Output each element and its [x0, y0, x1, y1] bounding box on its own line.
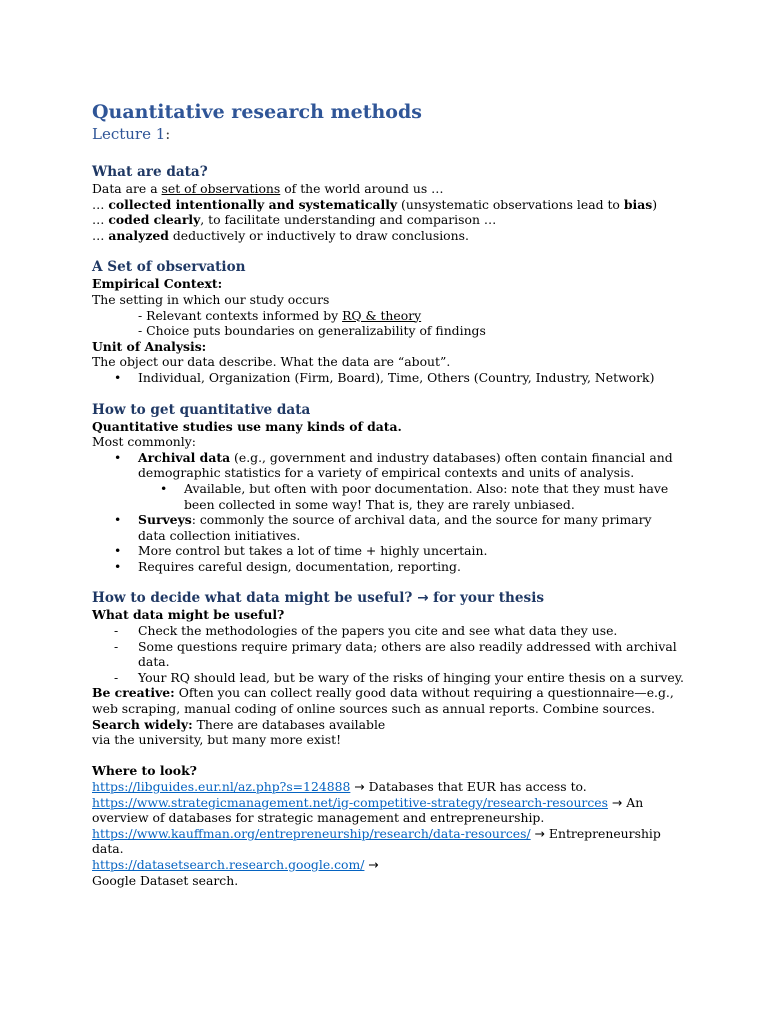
- bullet-icon: •: [160, 480, 168, 496]
- arrow-right-icon: →: [368, 856, 379, 872]
- dash-marker: -: [114, 623, 119, 639]
- unit-of-analysis-label: Unit of Analysis:: [92, 338, 207, 354]
- empirical-context-label: Empirical Context:: [92, 276, 223, 292]
- arrow-right-icon: →: [534, 825, 545, 841]
- coded-line: … coded clearly, to facilitate understanding and comparison …: [92, 212, 497, 228]
- resource-eur-libguides: https://libguides.eur.nl/az.php?s=124888 → Databases that EUR has access to.: [92, 779, 587, 794]
- list-item-rq-lead: - Your RQ should lead, but be wary of the risks of hinging your entire thesis on a survey.: [114, 669, 684, 685]
- heading-get-quantitative-data: How to get quantitative data: [92, 401, 311, 418]
- document-page: [92, 100, 682, 888]
- arrow-right-icon: →: [417, 590, 429, 607]
- search-widely-line: Search widely: There are databases available: [92, 716, 386, 732]
- collected-line: … collected intentionally and systematically (unsystematic observations lead to bias): [92, 196, 658, 212]
- resource-strategic-management: https://www.strategicmanagement.net/ig-competitive-strategy/research-resources → An overview of databases for strategic management and entrepreneurship.: [92, 794, 644, 826]
- heading-decide-useful-data: How to decide what data might be useful? → for your thesis: [92, 590, 545, 607]
- google-dataset-desc: Google Dataset search.: [92, 872, 239, 888]
- list-item-surveys: • Surveys: commonly the source of archival data, and the source for many primary data collection initiatives.: [114, 512, 652, 543]
- heading-set-of-observation: A Set of observation: [92, 259, 246, 276]
- context-item-boundaries: - Choice puts boundaries on generalizability of findings: [138, 323, 486, 339]
- list-item-unit-types: • Individual, Organization (Firm, Board), Time, Others (Country, Industry, Network): [114, 369, 655, 385]
- search-widely-line-2: via the university, but many more exist!: [92, 732, 342, 748]
- link-strategic-management[interactable]: https://www.strategicmanagement.net/ig-competitive-strategy/research-resources: [92, 794, 608, 810]
- bullet-icon: •: [114, 512, 122, 528]
- lecture-label: [92, 124, 682, 144]
- heading-what-are-data: What are data?: [92, 164, 208, 180]
- link-google-dataset-search[interactable]: https://datasetsearch.research.google.com/: [92, 856, 365, 872]
- resource-google-dataset: [92, 857, 682, 873]
- link-kauffman[interactable]: https://www.kauffman.org/entrepreneurship/research/data-resources/: [92, 825, 531, 841]
- bullet-icon: •: [114, 369, 122, 385]
- doc-title: Quantitative research methods: [92, 101, 422, 123]
- list-item-primary-data: - Some questions require primary data; others are also readily addressed with archival data.: [114, 638, 677, 670]
- bullet-icon: •: [114, 449, 122, 465]
- context-item-rq: - Relevant contexts informed by RQ & theory: [138, 307, 422, 323]
- data-definition-line: Data are a set of observations of the world around us …: [92, 181, 444, 196]
- bullet-icon: •: [114, 543, 122, 559]
- lecture-text: Lecture 1: [92, 125, 166, 143]
- kinds-of-data-line: Quantitative studies use many kinds of data.: [92, 418, 402, 434]
- link-eur-libguides[interactable]: https://libguides.eur.nl/az.php?s=124888: [92, 779, 351, 794]
- arrow-right-icon: →: [354, 779, 365, 794]
- dash-marker: -: [114, 638, 119, 654]
- most-commonly-line: Most commonly:: [92, 434, 196, 450]
- be-creative-paragraph: Be creative: Often you can collect really good data without requiring a questionnaire—e.g., web scraping, manual coding of online sources such as annual reports. Combine sources.: [92, 685, 674, 717]
- list-item-methodologies: - Check the methodologies of the papers you cite and see what data they use.: [114, 623, 618, 639]
- list-item-archival-data: • Archival data (e.g., government and industry databases) often contain financial and demographic statistics for a variety of empirical contexts and units of analysis.: [114, 449, 673, 481]
- unit-of-analysis-desc: The object our data describe. What the data are “about”.: [92, 354, 451, 370]
- list-item-archival-sub: • Available, but often with poor documentation. Also: note that they must have been collected in some way! That is, they are rarely unbiased.: [160, 480, 669, 512]
- dash-marker: -: [114, 669, 119, 685]
- arrow-right-icon: →: [611, 794, 623, 810]
- bullet-icon: •: [114, 558, 122, 574]
- where-to-look-heading: Where to look?: [92, 763, 197, 779]
- lecture-colon: :: [165, 125, 171, 143]
- resource-kauffman: https://www.kauffman.org/entrepreneurship/research/data-resources/ → Entrepreneurship data.: [92, 825, 661, 857]
- list-item-careful-design: • Requires careful design, documentation, reporting.: [114, 558, 461, 574]
- list-item-more-control: • More control but takes a lot of time + highly uncertain.: [114, 543, 488, 559]
- useful-data-question: What data might be useful?: [92, 607, 285, 623]
- analyzed-line: … analyzed deductively or inductively to draw conclusions.: [92, 227, 469, 243]
- empirical-context-desc: The setting in which our study occurs: [92, 291, 330, 307]
